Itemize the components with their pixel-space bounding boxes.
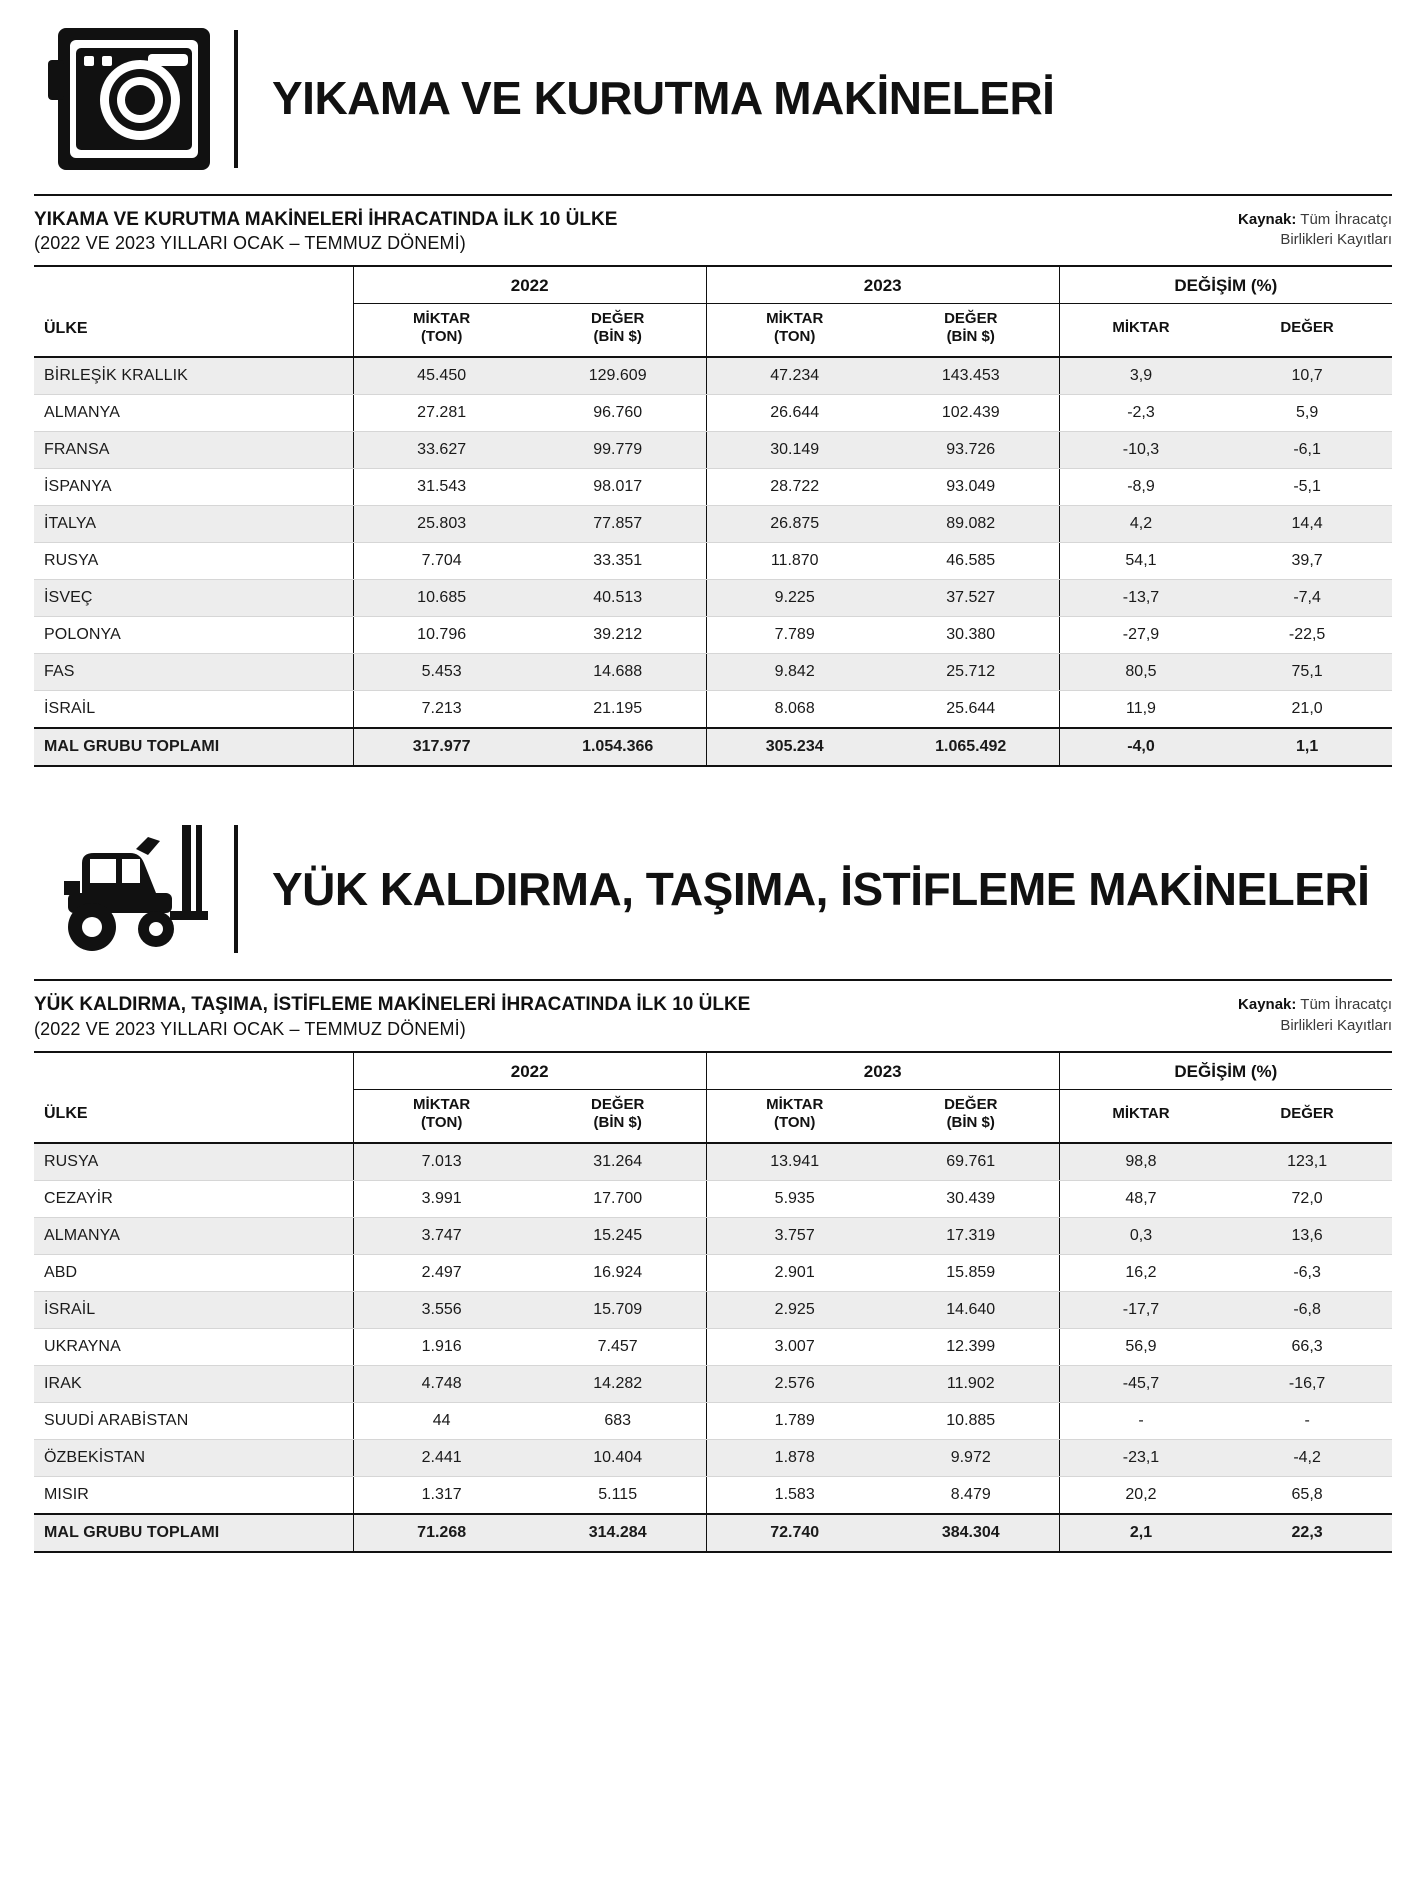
- table-row: [34, 432, 1392, 469]
- cell-amount-2022: 33.627: [353, 432, 530, 469]
- cell-change-amount: -8,9: [1059, 469, 1222, 506]
- cell-country: UKRAYNA: [34, 1328, 353, 1365]
- cell-amount-2022: 10.685: [353, 580, 530, 617]
- cell-country: ALMANYA: [34, 1217, 353, 1254]
- cell-country: İSPANYA: [34, 469, 353, 506]
- table-total-row: [34, 1514, 1392, 1552]
- header-change-amount: MİKTAR: [1059, 304, 1222, 358]
- cell-change-amount: -27,9: [1059, 617, 1222, 654]
- cell-change-value: 66,3: [1222, 1328, 1392, 1365]
- table-row: [34, 1143, 1392, 1181]
- cell-amount-2023: 1.789: [706, 1402, 883, 1439]
- cell-value-2023: 15.859: [883, 1254, 1060, 1291]
- data-table-forklift: [34, 1051, 1392, 1553]
- cell-amount-2023: 47.234: [706, 357, 883, 395]
- washing-machine-icon: [34, 24, 234, 174]
- cell-country: ALMANYA: [34, 395, 353, 432]
- table-row: [34, 1402, 1392, 1439]
- header-value-2023: DEĞER (BİN $): [883, 304, 1060, 358]
- cell-change-value: 5,9: [1222, 395, 1392, 432]
- header-amount-2023: MİKTAR (TON): [706, 1089, 883, 1143]
- cell-country: RUSYA: [34, 1143, 353, 1181]
- cell-total-change-amount: 2,1: [1059, 1514, 1222, 1552]
- cell-amount-2023: 7.789: [706, 617, 883, 654]
- table-source: [1238, 208, 1392, 251]
- cell-total-label: MAL GRUBU TOPLAMI: [34, 1514, 353, 1552]
- cell-value-2023: 8.479: [883, 1476, 1060, 1514]
- table-row: [34, 357, 1392, 395]
- header-year-2023: 2023: [706, 1052, 1059, 1090]
- cell-value-2023: 10.885: [883, 1402, 1060, 1439]
- cell-amount-2022: 3.991: [353, 1180, 530, 1217]
- cell-change-value: 39,7: [1222, 543, 1392, 580]
- header-change: DEĞİŞİM (%): [1059, 1052, 1392, 1090]
- cell-amount-2022: 2.441: [353, 1439, 530, 1476]
- cell-change-value: -: [1222, 1402, 1392, 1439]
- table-row: [34, 506, 1392, 543]
- section-header-washing: [34, 18, 1392, 188]
- table-row: [34, 1439, 1392, 1476]
- cell-change-value: -6,1: [1222, 432, 1392, 469]
- cell-amount-2023: 26.875: [706, 506, 883, 543]
- source-value-2: Birlikleri Kayıtları: [1280, 1016, 1392, 1034]
- cell-amount-2023: 1.878: [706, 1439, 883, 1476]
- cell-country: CEZAYİR: [34, 1180, 353, 1217]
- cell-amount-2022: 5.453: [353, 654, 530, 691]
- cell-amount-2023: 1.583: [706, 1476, 883, 1514]
- forklift-icon: [34, 819, 234, 959]
- cell-change-value: -4,2: [1222, 1439, 1392, 1476]
- cell-value-2023: 93.726: [883, 432, 1060, 469]
- header-year-2023: 2023: [706, 266, 1059, 304]
- cell-country: ÖZBEKİSTAN: [34, 1439, 353, 1476]
- table-row: [34, 617, 1392, 654]
- table-row: [34, 395, 1392, 432]
- table-source: [1238, 993, 1392, 1036]
- cell-amount-2022: 25.803: [353, 506, 530, 543]
- cell-amount-2022: 44: [353, 1402, 530, 1439]
- section-header-forklift: [34, 813, 1392, 973]
- cell-value-2022: 96.760: [530, 395, 707, 432]
- cell-value-2023: 69.761: [883, 1143, 1060, 1181]
- cell-change-amount: 56,9: [1059, 1328, 1222, 1365]
- cell-change-value: 14,4: [1222, 506, 1392, 543]
- cell-value-2023: 30.380: [883, 617, 1060, 654]
- cell-amount-2023: 11.870: [706, 543, 883, 580]
- cell-change-value: 13,6: [1222, 1217, 1392, 1254]
- cell-total-value-2022: 1.054.366: [530, 728, 707, 766]
- cell-amount-2023: 2.925: [706, 1291, 883, 1328]
- cell-change-amount: 20,2: [1059, 1476, 1222, 1514]
- cell-total-change-amount: -4,0: [1059, 728, 1222, 766]
- source-label: Kaynak:: [1238, 996, 1297, 1014]
- header-amount-2022: MİKTAR (TON): [353, 1089, 530, 1143]
- cell-total-label: MAL GRUBU TOPLAMI: [34, 728, 353, 766]
- cell-change-amount: 3,9: [1059, 357, 1222, 395]
- cell-value-2022: 31.264: [530, 1143, 707, 1181]
- cell-country: FRANSA: [34, 432, 353, 469]
- cell-amount-2023: 3.007: [706, 1328, 883, 1365]
- table-row: [34, 543, 1392, 580]
- cell-value-2023: 30.439: [883, 1180, 1060, 1217]
- cell-value-2023: 11.902: [883, 1365, 1060, 1402]
- cell-amount-2023: 28.722: [706, 469, 883, 506]
- table-block-forklift: [34, 979, 1392, 1552]
- cell-amount-2022: 27.281: [353, 395, 530, 432]
- cell-total-amount-2023: 305.234: [706, 728, 883, 766]
- table-row: [34, 1365, 1392, 1402]
- cell-amount-2023: 5.935: [706, 1180, 883, 1217]
- cell-change-amount: 4,2: [1059, 506, 1222, 543]
- cell-amount-2023: 2.901: [706, 1254, 883, 1291]
- header-year-2022: 2022: [353, 266, 706, 304]
- cell-country: İTALYA: [34, 506, 353, 543]
- table-row: [34, 1254, 1392, 1291]
- cell-amount-2023: 26.644: [706, 395, 883, 432]
- cell-change-amount: 54,1: [1059, 543, 1222, 580]
- source-value-2: Birlikleri Kayıtları: [1280, 231, 1392, 249]
- header-change: DEĞİŞİM (%): [1059, 266, 1392, 304]
- cell-amount-2023: 2.576: [706, 1365, 883, 1402]
- cell-change-value: -6,8: [1222, 1291, 1392, 1328]
- cell-value-2023: 93.049: [883, 469, 1060, 506]
- table-row: [34, 691, 1392, 729]
- cell-change-amount: -: [1059, 1402, 1222, 1439]
- cell-change-amount: -17,7: [1059, 1291, 1222, 1328]
- cell-amount-2023: 30.149: [706, 432, 883, 469]
- cell-amount-2022: 10.796: [353, 617, 530, 654]
- cell-value-2023: 17.319: [883, 1217, 1060, 1254]
- cell-change-value: -22,5: [1222, 617, 1392, 654]
- cell-value-2022: 14.282: [530, 1365, 707, 1402]
- cell-country: IRAK: [34, 1365, 353, 1402]
- cell-value-2022: 77.857: [530, 506, 707, 543]
- cell-amount-2022: 1.317: [353, 1476, 530, 1514]
- cell-value-2023: 14.640: [883, 1291, 1060, 1328]
- table-row: [34, 1180, 1392, 1217]
- cell-amount-2023: 9.225: [706, 580, 883, 617]
- cell-change-amount: 16,2: [1059, 1254, 1222, 1291]
- cell-value-2022: 10.404: [530, 1439, 707, 1476]
- cell-country: ABD: [34, 1254, 353, 1291]
- cell-value-2022: 98.017: [530, 469, 707, 506]
- section-title: YIKAMA VE KURUTMA MAKİNELERİ: [272, 72, 1055, 125]
- cell-value-2022: 99.779: [530, 432, 707, 469]
- section-title: YÜK KALDIRMA, TAŞIMA, İSTİFLEME MAKİNELERİ: [272, 862, 1370, 915]
- cell-change-value: 21,0: [1222, 691, 1392, 729]
- table-caption-period: (2022 VE 2023 YILLARI OCAK – TEMMUZ DÖNEMİ): [34, 1018, 466, 1039]
- source-value: Tüm İhracatçı: [1300, 996, 1392, 1014]
- cell-amount-2022: 1.916: [353, 1328, 530, 1365]
- cell-value-2022: 129.609: [530, 357, 707, 395]
- cell-value-2023: 102.439: [883, 395, 1060, 432]
- header-spacer: [34, 266, 353, 304]
- cell-change-amount: -2,3: [1059, 395, 1222, 432]
- table-row: [34, 469, 1392, 506]
- table-total-row: [34, 728, 1392, 766]
- table-caption: [34, 993, 750, 1040]
- cell-change-amount: 0,3: [1059, 1217, 1222, 1254]
- header-change-value: DEĞER: [1222, 304, 1392, 358]
- cell-country: BİRLEŞİK KRALLIK: [34, 357, 353, 395]
- cell-total-amount-2023: 72.740: [706, 1514, 883, 1552]
- cell-amount-2023: 8.068: [706, 691, 883, 729]
- table-row: [34, 1217, 1392, 1254]
- cell-total-change-value: 22,3: [1222, 1514, 1392, 1552]
- cell-country: İSVEÇ: [34, 580, 353, 617]
- section-spacer: [34, 767, 1392, 813]
- cell-amount-2023: 9.842: [706, 654, 883, 691]
- cell-amount-2022: 7.704: [353, 543, 530, 580]
- cell-country: SUUDİ ARABİSTAN: [34, 1402, 353, 1439]
- header-value-2023: DEĞER (BİN $): [883, 1089, 1060, 1143]
- cell-value-2023: 25.712: [883, 654, 1060, 691]
- cell-value-2022: 15.709: [530, 1291, 707, 1328]
- cell-value-2023: 25.644: [883, 691, 1060, 729]
- header-change-amount: MİKTAR: [1059, 1089, 1222, 1143]
- cell-change-amount: -10,3: [1059, 432, 1222, 469]
- cell-amount-2022: 7.013: [353, 1143, 530, 1181]
- cell-value-2022: 21.195: [530, 691, 707, 729]
- cell-change-value: 75,1: [1222, 654, 1392, 691]
- table-caption-main: YÜK KALDIRMA, TAŞIMA, İSTİFLEME MAKİNELERİ İHRACATINDA İLK 10 ÜLKE: [34, 994, 751, 1016]
- cell-total-amount-2022: 71.268: [353, 1514, 530, 1552]
- cell-value-2022: 17.700: [530, 1180, 707, 1217]
- cell-value-2022: 33.351: [530, 543, 707, 580]
- cell-change-amount: 48,7: [1059, 1180, 1222, 1217]
- table-block-washing: [34, 194, 1392, 767]
- cell-value-2023: 37.527: [883, 580, 1060, 617]
- cell-value-2022: 15.245: [530, 1217, 707, 1254]
- cell-amount-2023: 13.941: [706, 1143, 883, 1181]
- cell-country: POLONYA: [34, 617, 353, 654]
- cell-amount-2022: 45.450: [353, 357, 530, 395]
- cell-total-change-value: 1,1: [1222, 728, 1392, 766]
- cell-change-value: 72,0: [1222, 1180, 1392, 1217]
- source-value: Tüm İhracatçı: [1300, 211, 1392, 228]
- table-row: [34, 1476, 1392, 1514]
- cell-change-value: 123,1: [1222, 1143, 1392, 1181]
- cell-change-amount: -23,1: [1059, 1439, 1222, 1476]
- cell-value-2022: 16.924: [530, 1254, 707, 1291]
- cell-amount-2022: 4.748: [353, 1365, 530, 1402]
- cell-country: İSRAİL: [34, 1291, 353, 1328]
- header-value-2022: DEĞER (BİN $): [530, 1089, 707, 1143]
- table-row: [34, 1328, 1392, 1365]
- cell-change-value: -5,1: [1222, 469, 1392, 506]
- cell-value-2022: 14.688: [530, 654, 707, 691]
- cell-value-2023: 12.399: [883, 1328, 1060, 1365]
- cell-value-2022: 683: [530, 1402, 707, 1439]
- cell-amount-2022: 7.213: [353, 691, 530, 729]
- header-country: ÜLKE: [34, 1089, 353, 1143]
- cell-change-value: 10,7: [1222, 357, 1392, 395]
- cell-total-value-2023: 384.304: [883, 1514, 1060, 1552]
- data-table-washing: [34, 265, 1392, 767]
- cell-amount-2022: 2.497: [353, 1254, 530, 1291]
- cell-total-amount-2022: 317.977: [353, 728, 530, 766]
- cell-value-2023: 143.453: [883, 357, 1060, 395]
- cell-country: MISIR: [34, 1476, 353, 1514]
- cell-country: FAS: [34, 654, 353, 691]
- table-caption-period: (2022 VE 2023 YILLARI OCAK – TEMMUZ DÖNEMİ): [34, 233, 466, 254]
- header-value-2022: DEĞER (BİN $): [530, 304, 707, 358]
- cell-change-value: 65,8: [1222, 1476, 1392, 1514]
- header-spacer: [34, 1052, 353, 1090]
- header-country: ÜLKE: [34, 304, 353, 358]
- cell-value-2022: 40.513: [530, 580, 707, 617]
- cell-value-2022: 7.457: [530, 1328, 707, 1365]
- cell-change-amount: 11,9: [1059, 691, 1222, 729]
- cell-value-2023: 9.972: [883, 1439, 1060, 1476]
- header-amount-2023: MİKTAR (TON): [706, 304, 883, 358]
- header-change-value: DEĞER: [1222, 1089, 1392, 1143]
- table-row: [34, 654, 1392, 691]
- cell-change-value: -7,4: [1222, 580, 1392, 617]
- cell-total-value-2022: 314.284: [530, 1514, 707, 1552]
- cell-amount-2022: 3.747: [353, 1217, 530, 1254]
- cell-value-2023: 89.082: [883, 506, 1060, 543]
- cell-amount-2023: 3.757: [706, 1217, 883, 1254]
- cell-amount-2022: 3.556: [353, 1291, 530, 1328]
- cell-change-value: -16,7: [1222, 1365, 1392, 1402]
- cell-amount-2022: 31.543: [353, 469, 530, 506]
- header-year-2022: 2022: [353, 1052, 706, 1090]
- table-row: [34, 580, 1392, 617]
- cell-country: RUSYA: [34, 543, 353, 580]
- header-amount-2022: MİKTAR (TON): [353, 304, 530, 358]
- cell-change-amount: -45,7: [1059, 1365, 1222, 1402]
- table-caption: [34, 208, 617, 255]
- table-row: [34, 1291, 1392, 1328]
- cell-change-value: -6,3: [1222, 1254, 1392, 1291]
- cell-value-2022: 39.212: [530, 617, 707, 654]
- cell-change-amount: 98,8: [1059, 1143, 1222, 1181]
- cell-change-amount: 80,5: [1059, 654, 1222, 691]
- table-caption-main: YIKAMA VE KURUTMA MAKİNELERİ İHRACATINDA İLK 10 ÜLKE: [34, 209, 618, 230]
- cell-country: İSRAİL: [34, 691, 353, 729]
- cell-change-amount: -13,7: [1059, 580, 1222, 617]
- cell-value-2023: 46.585: [883, 543, 1060, 580]
- cell-value-2022: 5.115: [530, 1476, 707, 1514]
- cell-total-value-2023: 1.065.492: [883, 728, 1060, 766]
- source-label: Kaynak:: [1238, 211, 1297, 228]
